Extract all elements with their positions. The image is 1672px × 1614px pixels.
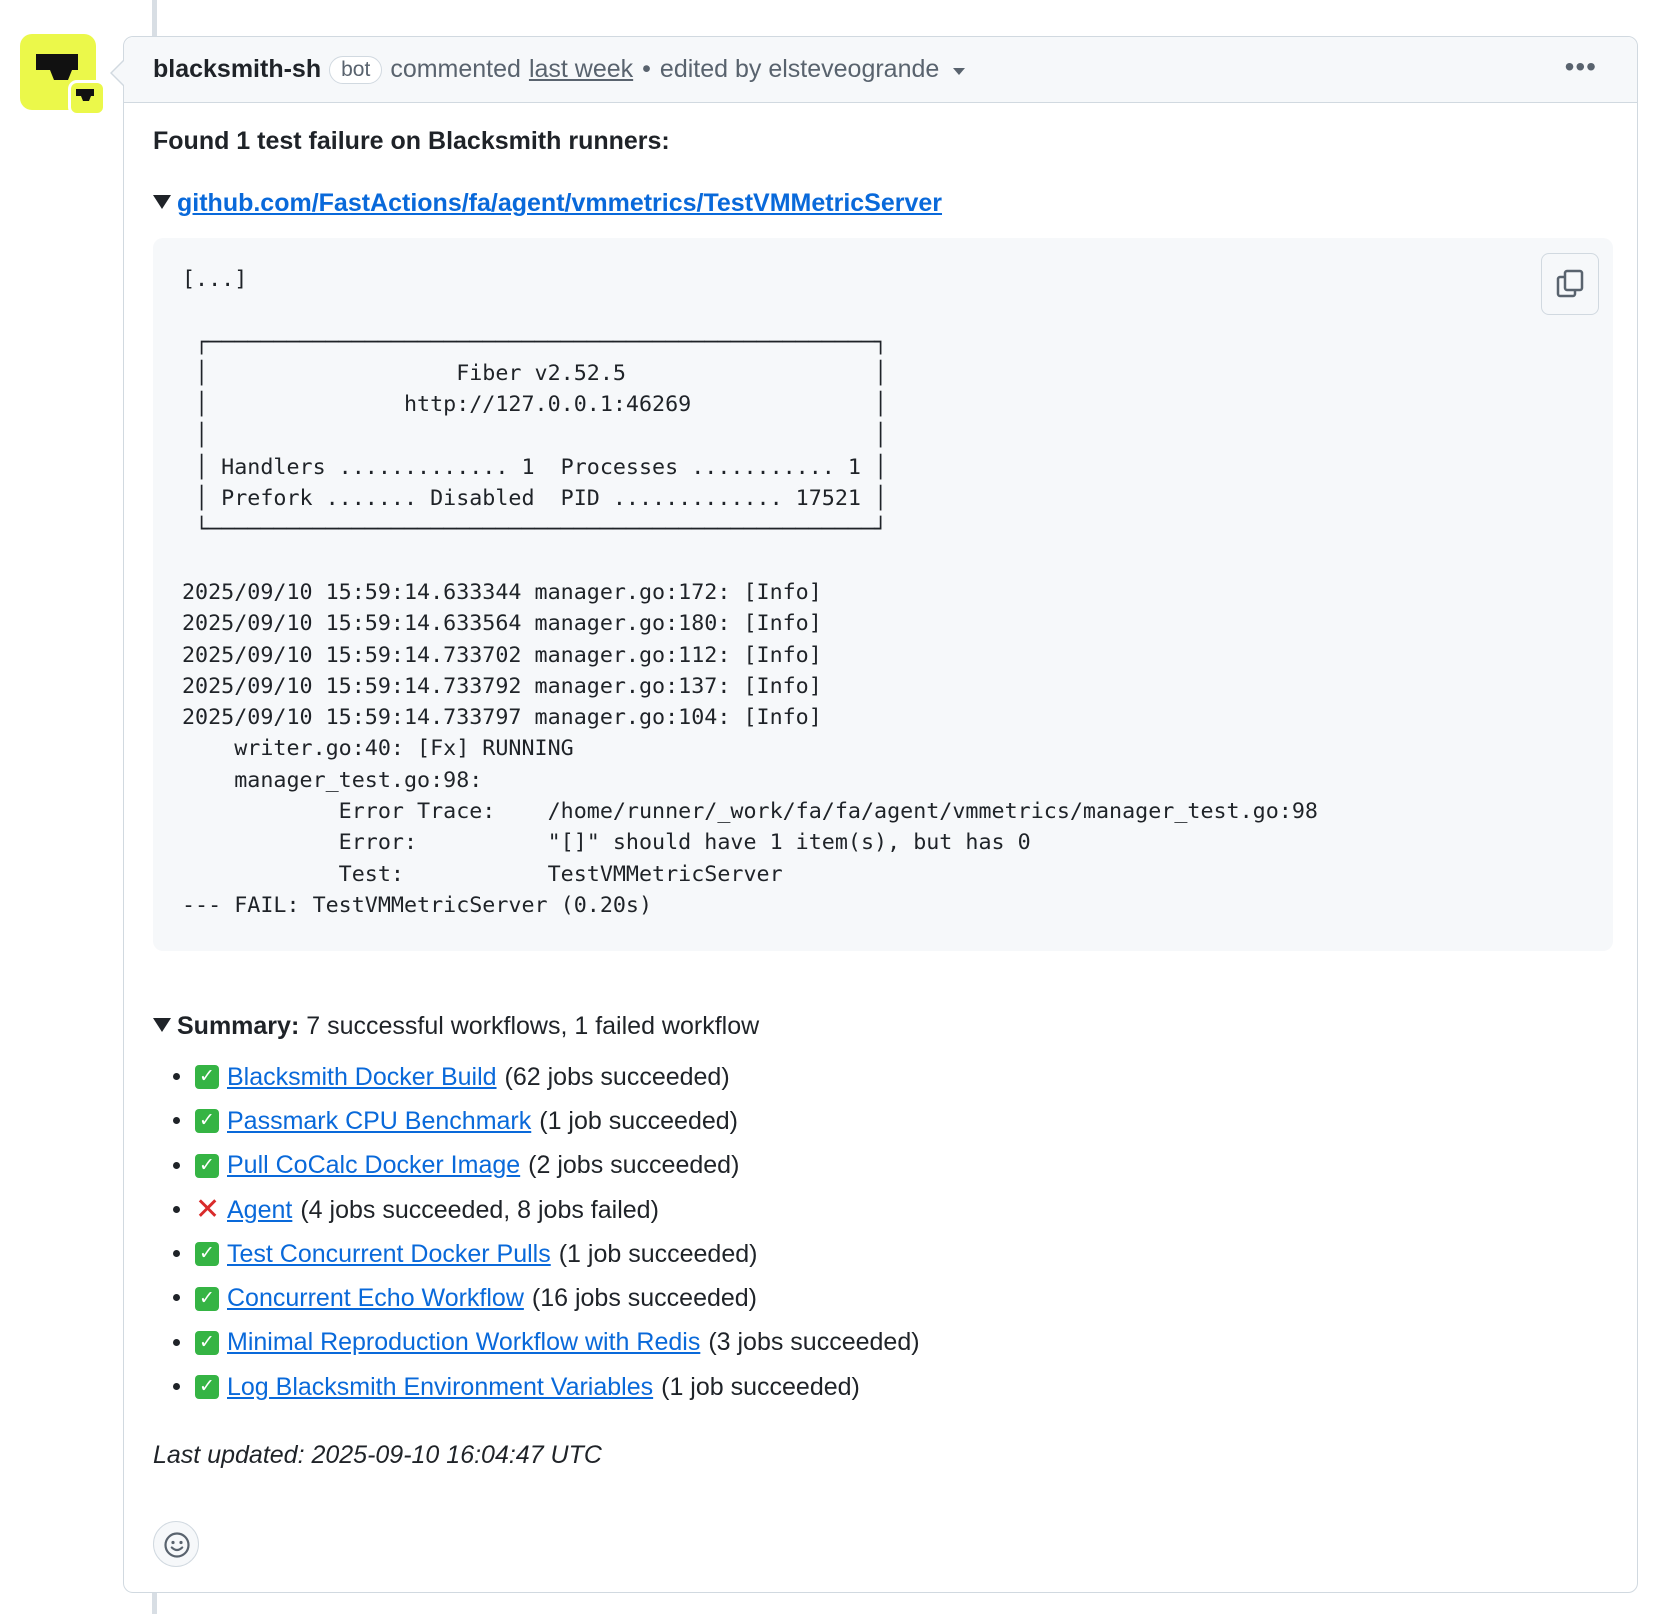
triangle-down-icon[interactable] xyxy=(153,195,171,209)
workflow-list xyxy=(153,1055,920,1409)
code-block xyxy=(153,238,1613,951)
workflow-item xyxy=(153,1232,920,1276)
check-mark-icon: ✓ xyxy=(195,1154,219,1178)
comment-action: commented xyxy=(390,55,521,83)
last-updated: Last updated: 2025-09-10 16:04:47 UTC xyxy=(153,1441,602,1469)
workflow-item xyxy=(153,1144,920,1188)
bullet xyxy=(173,1294,180,1301)
check-mark-icon: ✓ xyxy=(195,1287,219,1311)
workflow-job-count: (62 jobs succeeded) xyxy=(504,1062,730,1091)
workflow-item xyxy=(153,1321,920,1365)
add-reaction-button[interactable] xyxy=(153,1521,199,1567)
check-mark-icon: ✓ xyxy=(195,1375,219,1399)
kebab-horizontal-icon[interactable]: ••• xyxy=(1564,51,1597,82)
test-failure-link[interactable]: github.com/FastActions/fa/agent/vmmetrics/TestVMMetricServer xyxy=(177,189,943,217)
copy-button[interactable] xyxy=(1541,253,1599,315)
copy-icon xyxy=(1555,268,1587,300)
bullet xyxy=(173,1383,180,1390)
workflow-link[interactable]: Blacksmith Docker Build xyxy=(227,1062,497,1091)
workflow-link[interactable]: Concurrent Echo Workflow xyxy=(227,1284,524,1313)
workflow-link[interactable]: Test Concurrent Docker Pulls xyxy=(227,1239,551,1268)
bullet xyxy=(173,1339,180,1346)
check-mark-icon: ✓ xyxy=(195,1242,219,1266)
workflow-job-count: (16 jobs succeeded) xyxy=(531,1284,758,1313)
summary-toggle[interactable] xyxy=(153,1012,759,1041)
separator-dot: • xyxy=(642,55,651,83)
author-link[interactable]: blacksmith-sh xyxy=(153,55,322,83)
comment-header xyxy=(124,37,1637,103)
workflow-link[interactable]: Log Blacksmith Environment Variables xyxy=(227,1372,654,1401)
bullet xyxy=(173,1162,180,1169)
bullet xyxy=(173,1250,180,1257)
chevron-down-icon[interactable] xyxy=(953,68,965,75)
workflow-item xyxy=(153,1188,920,1232)
edited-by-dropdown[interactable]: edited by elsteveogrande xyxy=(659,55,940,83)
check-mark-icon: ✓ xyxy=(195,1109,219,1133)
triangle-down-icon[interactable] xyxy=(153,1018,171,1032)
workflow-job-count: (1 job succeeded) xyxy=(558,1239,758,1268)
timeline-line xyxy=(152,0,157,36)
check-mark-icon: ✓ xyxy=(195,1331,219,1355)
bullet xyxy=(173,1117,180,1124)
workflow-item xyxy=(153,1055,920,1099)
bullet xyxy=(173,1073,180,1080)
log-output: [...] ┌───────────────────────────────────────────────────┐ │ Fiber v2.52.5 │ │ http://127.0.0.1:46269 │ │ │ │ Handlers ............. 1 Processes ........... 1 │ │ Prefork ....... Disabled PID ............. 17521 │ └───────────────────────────────────────────────────┘ 2025/09/10 15:59:14.633344 manager.go:172: [Info] 2025/09/10 15:59:14.633564 manager.go:180: [Info] 2025/09/10 15:59:14.733702 manager.go:112: [Info] 2025/09/10 15:59:14.733792 manager.go:137: [Info] 2025/09/10 15:59:14.733797 manager.go:104: [Info] writer.go:40: [Fx] RUNNING manager_test.go:98: Error Trace: /home/runner/_work/fa/fa/agent/vmmetrics/manager_test.go:98 Error: "[]" should have 1 item(s), but has 0 Test: TestVMMetricServer --- FAIL: TestVMMetricServer (0.20s) xyxy=(182,267,1318,918)
workflow-job-count: (1 job succeeded) xyxy=(661,1372,860,1401)
bullet xyxy=(173,1206,180,1213)
comment-card xyxy=(123,36,1638,1593)
comment-heading: Found 1 test failure on Blacksmith runners: xyxy=(153,127,670,155)
comment-pointer xyxy=(112,61,124,85)
timeline-line xyxy=(152,1593,157,1614)
workflow-link[interactable]: Agent xyxy=(227,1195,293,1224)
details-toggle[interactable] xyxy=(153,189,942,218)
workflow-job-count: (2 jobs succeeded) xyxy=(528,1151,740,1180)
timestamp-link[interactable]: last week xyxy=(528,55,634,83)
avatar-badge xyxy=(68,80,106,116)
check-mark-icon: ✓ xyxy=(195,1065,219,1089)
workflow-item xyxy=(153,1099,920,1143)
workflow-item xyxy=(153,1276,920,1320)
workflow-job-count: (1 job succeeded) xyxy=(539,1106,738,1135)
workflow-job-count: (3 jobs succeeded) xyxy=(708,1328,920,1357)
summary-label: Summary: xyxy=(177,1012,300,1040)
workflow-item xyxy=(153,1365,920,1409)
smiley-icon xyxy=(163,1531,191,1559)
workflow-link[interactable]: Pull CoCalc Docker Image xyxy=(227,1151,521,1180)
bot-badge: bot xyxy=(329,56,382,84)
workflow-link[interactable]: Minimal Reproduction Workflow with Redis xyxy=(227,1328,701,1357)
summary-text: 7 successful workflows, 1 failed workflow xyxy=(306,1012,760,1040)
cross-mark-icon: ✕ xyxy=(195,1193,221,1227)
workflow-link[interactable]: Passmark CPU Benchmark xyxy=(227,1106,532,1135)
blacksmith-logo-icon xyxy=(71,83,103,113)
workflow-job-count: (4 jobs succeeded, 8 jobs failed) xyxy=(300,1195,659,1224)
